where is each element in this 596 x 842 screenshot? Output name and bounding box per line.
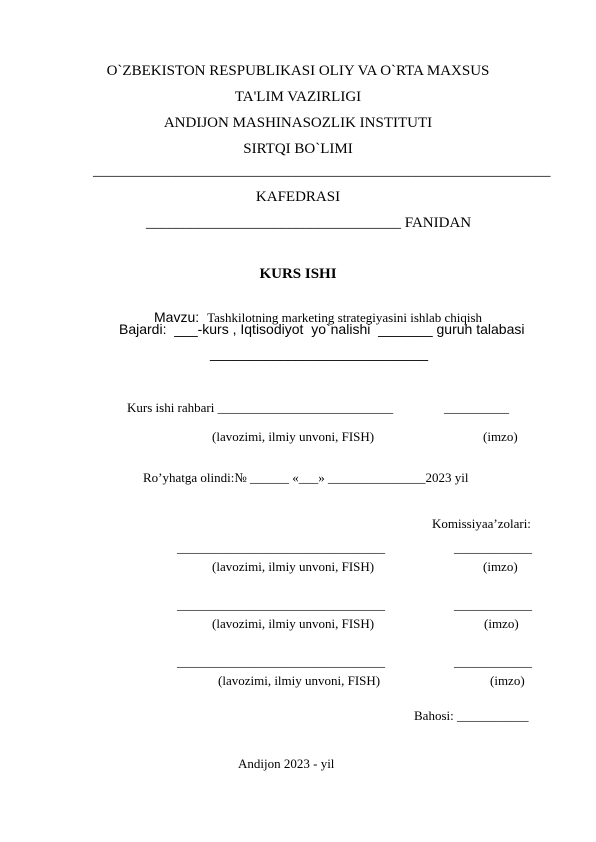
supervisor-signature-caption: (imzo): [483, 429, 518, 444]
registration-line: Ro’yhatga olindi:№ ______ «___» _______________2023 yil: [143, 470, 469, 485]
grade-line: Bahosi: ___________: [414, 708, 529, 723]
member-3-line: ________________________________: [177, 654, 385, 669]
ministry-line-1: O`ZBEKISTON RESPUBLIKASI OLIY VA O`RTA MAXSUS: [106, 63, 490, 79]
commission-heading: Komissiyaa’zolari:: [432, 516, 531, 531]
department-name: SIRTQI BO`LIMI: [243, 141, 353, 157]
member-1-signature-line: ____________: [454, 540, 532, 555]
member-1-caption: (lavozimi, ilmiy unvoni, FISH): [212, 559, 375, 574]
kafedra-label: KAFEDRASI: [255, 189, 341, 205]
member-1-signature-caption: (imzo): [483, 559, 518, 574]
document-title: KURS ISHI: [259, 266, 337, 282]
member-2-signature-line: ____________: [454, 597, 532, 612]
topic-value: Tashkilotning marketing strategiyasini ishlab chiqish: [207, 310, 483, 325]
supervisor-signature-line: __________: [444, 400, 509, 415]
city-year: Andijon 2023 - yil: [238, 756, 335, 771]
topic-label: Mavzu:: [154, 309, 200, 325]
member-2-signature-caption: (imzo): [484, 616, 519, 631]
ministry-line-2: TA'LIM VAZIRLIGI: [234, 89, 362, 105]
member-3-signature-line: ____________: [454, 654, 532, 669]
supervisor-line: Kurs ishi rahbari ___________________________: [127, 400, 394, 415]
institute-name: ANDIJON MASHINASOZLIK INSTITUTI: [163, 115, 433, 131]
member-1-line: ________________________________: [177, 540, 385, 555]
member-2-line: ________________________________: [177, 597, 385, 612]
fanidan-line: __________________________________ FANIDAN: [146, 215, 472, 231]
performed-by-line: Bajardi: ___-kurs , Iqtisodiyot yo`nalishi _______ guruh talabasi: [119, 321, 525, 337]
member-3-caption: (lavozimi, ilmiy unvoni, FISH): [218, 673, 381, 688]
member-3-signature-caption: (imzo): [490, 673, 525, 688]
member-2-caption: (lavozimi, ilmiy unvoni, FISH): [212, 616, 375, 631]
supervisor-caption: (lavozimi, ilmiy unvoni, FISH): [212, 429, 375, 444]
student-name-line: ____________________________: [210, 345, 429, 361]
kafedra-blank-line: _____________________________________________________________: [93, 163, 551, 179]
